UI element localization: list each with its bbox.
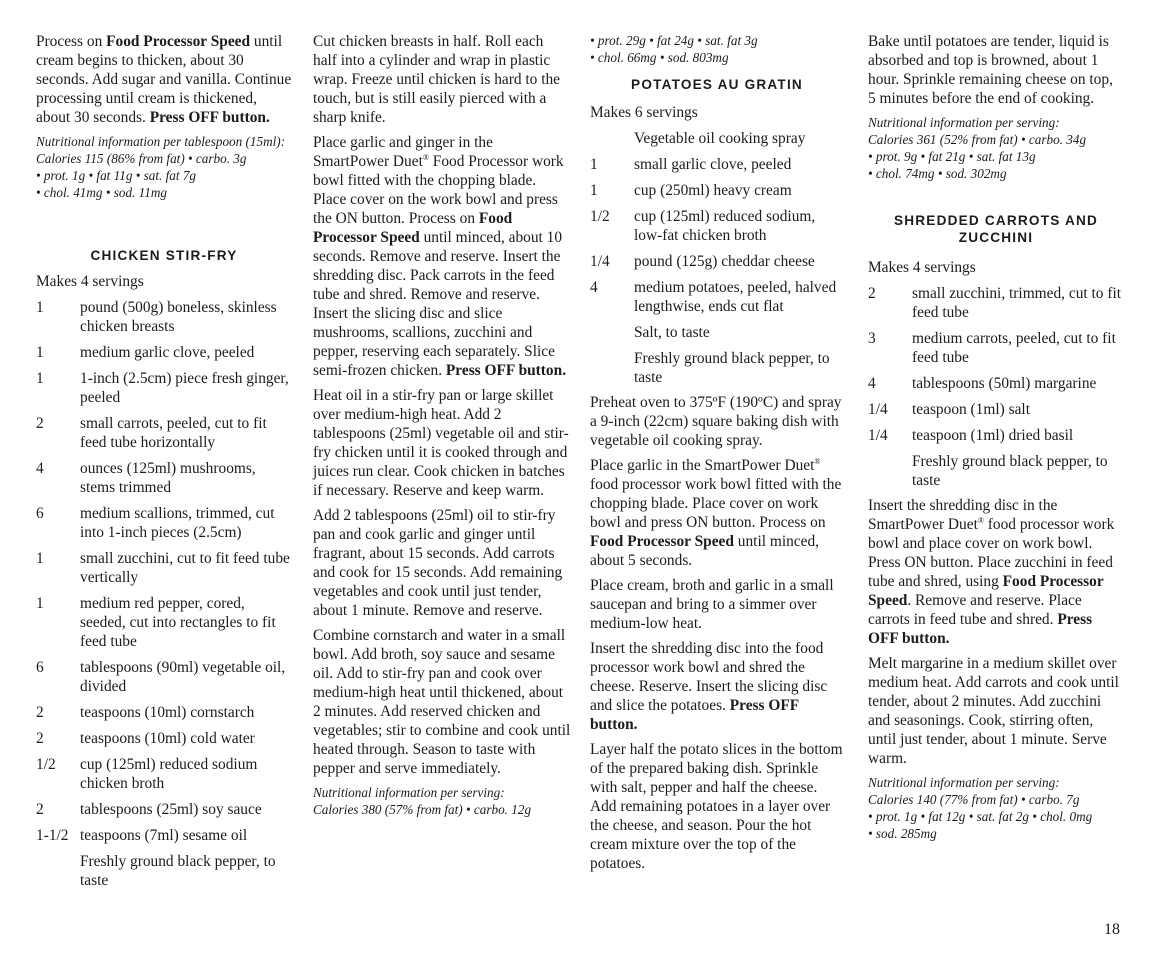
ingredient-qty: 1 <box>36 344 44 361</box>
column-2 <box>313 32 571 824</box>
nutrition-line: • prot. 1g • fat 12g • sat. fat 2g • chol. 0mg <box>868 809 1093 824</box>
ingredient-row <box>868 426 1124 445</box>
ingredient-qty: 1/4 <box>868 401 888 418</box>
nutrition-line: • chol. 41mg • sod. 11mg <box>36 185 167 200</box>
bold-text: Food Processor Speed <box>590 533 734 550</box>
nutrition-info <box>36 133 292 201</box>
ingredient-row <box>36 594 292 651</box>
text-run: until minced, about 5 seconds. <box>590 533 819 569</box>
registered-mark: ® <box>814 457 821 466</box>
instruction-paragraph: Bake until potatoes are tender, liquid is absorbed and top is browned, about 1 hour. Sprinkle remaining cheese on top, 5 minutes before the end of cooking. <box>868 33 1113 107</box>
ingredient-row <box>868 329 1124 367</box>
ingredient-desc: medium scallions, trimmed, cut into 1-inch pieces (2.5cm) <box>80 505 275 541</box>
ingredient-desc: ounces (125ml) mushrooms, stems trimmed <box>80 460 256 496</box>
servings: Makes 4 servings <box>868 259 976 276</box>
ingredient-desc: cup (125ml) reduced sodium, low-fat chicken broth <box>634 208 816 244</box>
instruction-paragraph <box>313 133 571 380</box>
ingredient-qty: 6 <box>36 659 44 676</box>
nutrition-info <box>868 774 1124 842</box>
ingredient-row <box>36 414 292 452</box>
ingredient-desc: teaspoon (1ml) salt <box>912 401 1030 418</box>
nutrition-line: Nutritional information per tablespoon (15ml): <box>36 134 286 149</box>
instruction-paragraph <box>590 456 844 570</box>
ingredient-desc: 1-inch (2.5cm) piece fresh ginger, peeled <box>80 370 289 406</box>
ingredient-qty: 2 <box>36 730 44 747</box>
ingredient-desc: medium garlic clove, peeled <box>80 344 255 361</box>
ingredient-row <box>36 800 292 819</box>
nutrition-line: • prot. 29g • fat 24g • sat. fat 3g <box>590 33 758 48</box>
ingredient-row <box>590 278 844 316</box>
bold-text: Food Processor Speed <box>106 33 251 50</box>
ingredient-row <box>590 129 844 148</box>
title-line: SHREDDED CARROTS AND <box>894 213 1098 228</box>
text-run: Process on <box>36 33 107 50</box>
ingredient-desc: Freshly ground black pepper, to taste <box>80 853 276 889</box>
text-run: food processor work bowl fitted with the chopping blade. Place cover on work bowl and press ON button. Process on <box>590 476 842 531</box>
bold-text: Press OFF button. <box>590 697 799 733</box>
instruction-paragraph: Cut chicken breasts in half. Roll each half into a cylinder and wrap in plastic wrap. Freeze until chicken is hard to the touch, but is still easily pierced with a sharp knife. <box>313 33 561 126</box>
nutrition-line: • prot. 1g • fat 11g • sat. fat 7g <box>36 168 197 183</box>
ingredient-qty: 1 <box>590 156 598 173</box>
recipe-title <box>868 212 1124 246</box>
ingredient-row <box>36 826 292 845</box>
text-run: Place garlic and ginger in the SmartPower Duet <box>313 134 493 170</box>
nutrition-info-continued <box>590 32 844 66</box>
ingredient-desc: tablespoons (25ml) soy sauce <box>80 801 262 818</box>
nutrition-line: • chol. 66mg • sod. 803mg <box>590 50 729 65</box>
ingredient-row <box>590 181 844 200</box>
instruction-paragraph: Melt margarine in a medium skillet over medium heat. Add carrots and cook until tender, about 2 minutes. Add zucchini and seasonings. Cook, stirring often, until just tender, about 1 minute. Serve warm. <box>868 655 1119 767</box>
ingredient-qty: 1 <box>36 299 44 316</box>
ingredient-qty: 4 <box>36 460 44 477</box>
ingredient-desc: teaspoon (1ml) dried basil <box>912 427 1074 444</box>
ingredient-qty: 1/4 <box>590 253 610 270</box>
whipped-cream-instructions <box>36 32 292 127</box>
text-run: Insert the shredding disc into the food processor work bowl and shred the cheese. Reserve. Insert the slicing disc and slice the potatoes. <box>590 640 828 714</box>
ingredient-row <box>36 703 292 722</box>
instruction-paragraph <box>868 496 1124 648</box>
ingredient-qty: 1/4 <box>868 427 888 444</box>
ingredient-row <box>868 284 1124 322</box>
recipe-title: CHICKEN STIR-FRY <box>90 248 238 263</box>
servings: Makes 6 servings <box>590 104 698 121</box>
bold-text: Press OFF button. <box>445 362 567 379</box>
ingredient-row <box>36 852 292 890</box>
ingredient-row <box>36 369 292 407</box>
registered-mark: ® <box>422 153 429 162</box>
ingredient-qty: 1/2 <box>590 208 610 225</box>
nutrition-info <box>313 784 571 818</box>
ingredient-qty: 4 <box>590 279 598 296</box>
ingredient-row <box>36 343 292 362</box>
ingredient-desc: small zucchini, cut to fit feed tube vertically <box>80 550 290 586</box>
ingredient-qty: 2 <box>36 801 44 818</box>
instruction-paragraph: Add 2 tablespoons (25ml) oil to stir-fry pan and cook garlic and ginger until fragrant, about 15 seconds. Add carrots and cook for 15 seconds. Add remaining vegetables and cook until just tender, about 1 minute. Remove and reserve. <box>313 507 563 619</box>
column-3 <box>590 32 844 879</box>
nutrition-info <box>868 114 1124 182</box>
ingredient-row <box>36 298 292 336</box>
ingredient-desc: teaspoons (10ml) cold water <box>80 730 255 747</box>
ingredient-desc: Salt, to taste <box>634 324 710 341</box>
bold-text: Food Processor Speed <box>313 210 513 246</box>
page-number: 18 <box>1104 921 1120 938</box>
ingredient-qty: 1 <box>36 550 44 567</box>
ingredient-desc: Freshly ground black pepper, to taste <box>634 350 830 386</box>
bold-text: Press OFF button. <box>149 109 270 126</box>
nutrition-line: • prot. 9g • fat 21g • sat. fat 13g <box>868 149 1036 164</box>
ingredient-qty: 1 <box>590 182 598 199</box>
ingredient-row <box>36 729 292 748</box>
ingredient-qty <box>590 323 634 342</box>
text-run: until cream begins to thicken, about 30 seconds. Add sugar and vanilla. Continue processing until cream is thickened, about 30 seconds. <box>36 33 292 126</box>
ingredient-list <box>36 298 292 890</box>
instruction-paragraph: Place cream, broth and garlic in a small saucepan and bring to a simmer over medium-low heat. <box>590 577 834 632</box>
ingredient-list <box>590 129 844 387</box>
nutrition-line: Calories 140 (77% from fat) • carbo. 7g <box>868 792 1080 807</box>
text-run: . Remove and reserve. Place carrots in feed tube and shred. <box>868 592 1082 628</box>
ingredient-desc: cup (250ml) heavy cream <box>634 182 792 199</box>
ingredient-list <box>868 284 1124 490</box>
nutrition-line: Nutritional information per serving: <box>868 115 1060 130</box>
ingredient-row <box>590 349 844 387</box>
ingredient-row <box>36 549 292 587</box>
ingredient-desc: tablespoons (50ml) margarine <box>912 375 1097 392</box>
ingredient-qty: 1/2 <box>36 756 56 773</box>
ingredient-desc: cup (125ml) reduced sodium chicken broth <box>80 756 258 792</box>
nutrition-line: Calories 380 (57% from fat) • carbo. 12g <box>313 802 532 817</box>
ingredient-row <box>36 459 292 497</box>
instruction-paragraph: Heat oil in a stir-fry pan or large skillet over medium-high heat. Add 2 tablespoons (25ml) vegetable oil and stir-fry chicken until it is cooked through and juices run clear. Cook chicken in batches if necessary. Reserve and keep warm. <box>313 387 569 499</box>
text-run: food processor work bowl and place cover on work bowl. Press ON button. Place zucchini in feed tube and shred, using <box>868 516 1115 590</box>
nutrition-line: • sod. 285mg <box>868 826 937 841</box>
ingredient-qty: 1 <box>36 595 44 612</box>
ingredient-qty <box>868 452 912 490</box>
text-run: Place garlic in the SmartPower Duet <box>590 457 815 474</box>
ingredient-desc: pound (500g) boneless, skinless chicken breasts <box>80 299 277 335</box>
instruction-paragraph: Preheat oven to 375ºF (190ºC) and spray a 9-inch (22cm) square baking dish with vegetable oil cooking spray. <box>590 394 842 449</box>
ingredient-qty: 4 <box>868 375 876 392</box>
nutrition-line: Nutritional information per serving: <box>313 785 505 800</box>
ingredient-qty <box>36 852 80 890</box>
ingredient-qty: 1-1/2 <box>36 827 69 844</box>
ingredient-row <box>36 658 292 696</box>
column-1 <box>36 32 292 897</box>
nutrition-line: • chol. 74mg • sod. 302mg <box>868 166 1007 181</box>
nutrition-line: Calories 115 (86% from fat) • carbo. 3g <box>36 151 247 166</box>
ingredient-desc: medium carrots, peeled, cut to fit feed tube <box>912 330 1116 366</box>
ingredient-desc: small carrots, peeled, cut to fit feed tube horizontally <box>80 415 267 451</box>
ingredient-row <box>590 155 844 174</box>
text-run: Insert the shredding disc in the SmartPower Duet <box>868 497 1058 533</box>
ingredient-desc: Vegetable oil cooking spray <box>634 130 806 147</box>
ingredient-desc: medium red pepper, cored, seeded, cut into rectangles to fit feed tube <box>80 595 276 650</box>
bold-text: Press OFF button. <box>868 611 1093 647</box>
ingredient-row <box>868 400 1124 419</box>
ingredient-row <box>590 207 844 245</box>
ingredient-desc: small zucchini, trimmed, cut to fit feed tube <box>912 285 1122 321</box>
ingredient-row <box>868 374 1124 393</box>
instruction-paragraph: Combine cornstarch and water in a small bowl. Add broth, soy sauce and sesame oil. Add to stir-fry pan and cook over medium-high heat until thickened, about 2 minutes. Add reserved chicken and vegetables; stir to combine and cook until heated through. Season to taste with pepper and serve immediately. <box>313 627 571 777</box>
ingredient-row <box>36 504 292 542</box>
ingredient-qty: 6 <box>36 505 44 522</box>
ingredient-qty: 2 <box>36 704 44 721</box>
ingredient-qty: 2 <box>36 415 44 432</box>
recipe-title: POTATOES AU GRATIN <box>631 77 803 92</box>
nutrition-line: Nutritional information per serving: <box>868 775 1060 790</box>
ingredient-desc: teaspoons (10ml) cornstarch <box>80 704 255 721</box>
ingredient-qty: 2 <box>868 285 876 302</box>
ingredient-desc: teaspoons (7ml) sesame oil <box>80 827 248 844</box>
ingredient-row <box>868 452 1124 490</box>
ingredient-qty <box>590 129 634 148</box>
ingredient-qty <box>590 349 634 387</box>
ingredient-desc: pound (125g) cheddar cheese <box>634 253 815 270</box>
registered-mark: ® <box>977 516 984 525</box>
title-line: ZUCCHINI <box>958 230 1034 245</box>
ingredient-qty: 3 <box>868 330 876 347</box>
text-run: until minced, about 10 seconds. Remove and reserve. Insert the shredding disc. Pack carrots in the feed tube and shred. Remove and reserve. Insert the slicing disc and slice mushrooms, scallions, zucchini and pepper, reserving each separately. Slice semi-frozen chicken. <box>313 229 563 379</box>
ingredient-row <box>590 323 844 342</box>
instruction-paragraph <box>590 639 844 734</box>
ingredient-desc: Freshly ground black pepper, to taste <box>912 453 1108 489</box>
bold-text: Food Processor Speed <box>868 573 1104 609</box>
ingredient-desc: medium potatoes, peeled, halved lengthwise, ends cut flat <box>634 279 837 315</box>
column-4 <box>868 32 1124 848</box>
nutrition-line: Calories 361 (52% from fat) • carbo. 34g <box>868 132 1087 147</box>
ingredient-qty: 1 <box>36 370 44 387</box>
text-run: Food Processor work bowl fitted with the chopping blade. Place cover on the work bowl and press the ON button. Process on <box>313 153 564 227</box>
ingredient-row <box>36 755 292 793</box>
servings: Makes 4 servings <box>36 273 144 290</box>
ingredient-desc: tablespoons (90ml) vegetable oil, divided <box>80 659 286 695</box>
instruction-paragraph: Layer half the potato slices in the bottom of the prepared baking dish. Sprinkle with salt, pepper and half the cheese. Add remaining potatoes in a layer over the cheese, and season. Pour the hot cream mixture over the top of the potatoes. <box>590 741 843 872</box>
ingredient-row <box>590 252 844 271</box>
ingredient-desc: small garlic clove, peeled <box>634 156 792 173</box>
